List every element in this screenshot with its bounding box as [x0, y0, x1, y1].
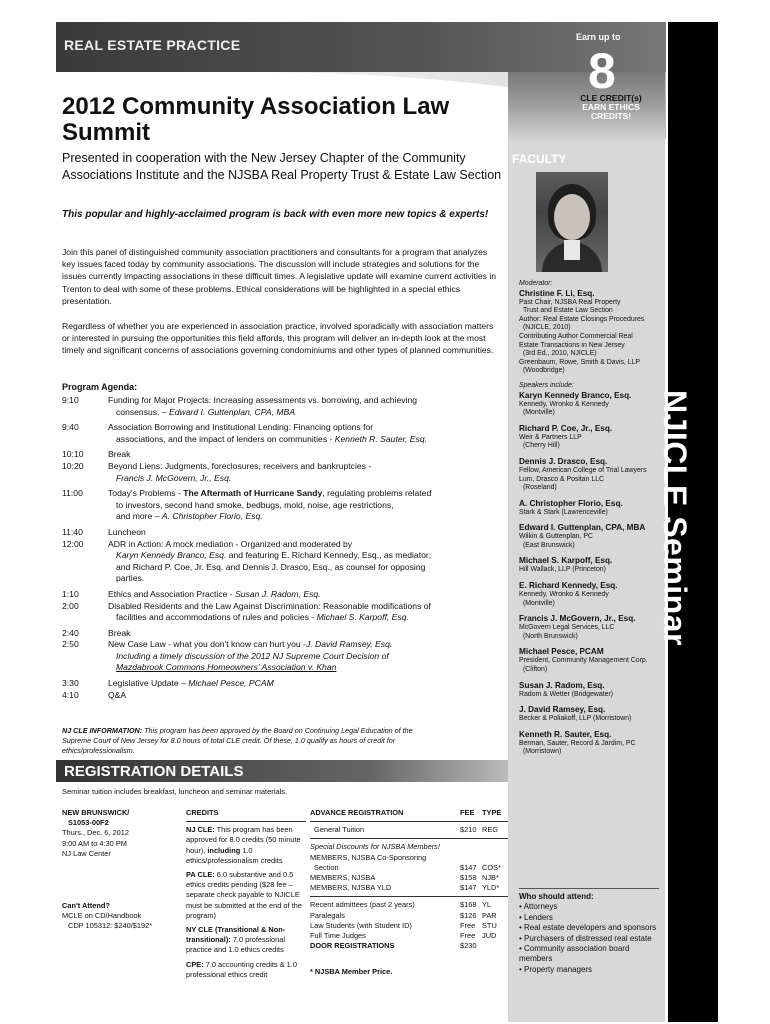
faculty-name: A. Christopher Florio, Esq. — [519, 498, 623, 508]
side-band-title: NJICLE Seminar — [657, 390, 693, 646]
faculty-name: Francis J. McGovern, Jr., Esq. — [519, 614, 636, 624]
faculty-name: Michael S. Karpoff, Esq. — [519, 556, 613, 566]
fees-column: ADVANCE REGISTRATION FEE TYPE General Tuition $210 REG Special Discounts for NJSBA Members! MEMBERS, NJSBA Co-Sponsoring Section $147 COS* MEMBERS, NJSBA $158 NJB* MEMBERS, NJSBA YLD $147 YLD* Recent admittees (past 2 years) $168 YL Paralegals $126 PAR Law Students (with Student ID) Free STU Full Time Judges Free JUD DOOR REGISTRATIONS $230 * NJSBA Member Price. — [310, 808, 508, 978]
brochure-page — [56, 22, 770, 1022]
agenda-item: 4:10 Q&A — [62, 689, 127, 700]
subtitle: Presented in cooperation with the New Jersey Chapter of the Community Associations Institute and the NJSBA Real Property Trust & Estate Law Section — [62, 151, 502, 182]
credit-badge — [556, 94, 666, 121]
door-registration-row: DOOR REGISTRATIONS $230 — [310, 941, 477, 951]
fee-row: Recent admittees (past 2 years) $168 YL — [310, 900, 492, 910]
fee-row: MEMBERS, NJSBA $158 NJB* — [310, 873, 499, 883]
who-should-attend: Who should attend: • Attorneys • Lenders • Real estate developers and sponsors • Purchasers of distressed real estate • Community association board members • Property managers — [519, 892, 664, 975]
agenda-item: 3:30 Legislative Update – Michael Pesce, PCAM — [62, 678, 274, 689]
credits-column: CREDITS NJ CLE: This program has been approved for 8.0 credits (50 minute hour), including 1.0 ethics/professionalism credits PA CLE: 6.0 substantive and 0.5 ethics credits pending ($28 fee – separate check payable to NJICLE must be submitted at the end of the program) NY CLE (Transitional & Non-transitional): 7.0 professional practice and 1.0 ethics credits CPE: 7.0 accounting credits & 1.0 professional ethics credit — [186, 808, 306, 980]
faculty-name: Christine F. Li, Esq. — [519, 288, 595, 298]
nj-cle-information: NJ CLE INFORMATION: This program has been approved by the Board on Continuing Legal Education of the Supreme Court of New Jersey for 8.0 hours of total CLE credit. Of these, 1.0 qualify as hours of credit for ethics/professionalism. — [62, 726, 413, 755]
fee-row: Law Students (with Student ID) Free STU — [310, 920, 497, 930]
faculty-name: Kenneth R. Sauter, Esq. — [519, 729, 612, 739]
credit-line-3: CREDITS! — [590, 111, 632, 121]
list-item: • Purchasers of distressed real estate — [519, 933, 652, 943]
faculty-name: J. David Ramsey, Esq. — [519, 705, 606, 715]
faculty-name: Karyn Kennedy Branco, Esq. — [519, 390, 632, 400]
faculty-name: Susan J. Radom, Esq. — [519, 680, 605, 690]
agenda-item: 2:50 New Case Law - what you don't know can hurt you -J. David Ramsey, Esq. Including a timely discussion of the 2012 NJ Supreme Court Decision of Mazdabrook Commons Homeowners' Association v. Khan — [62, 639, 393, 673]
location-column: NEW BRUNSWICK/ S1053-00F2 Thurs., Dec. 6, 2012 9:00 AM to 4:30 PM NJ Law Center Can't Attend? MCLE on CD/Handbook CDP 105312: $240/$192* — [62, 808, 180, 932]
member-price-footnote: * NJSBA Member Price. — [310, 967, 393, 977]
tuition-note: Seminar tuition includes breakfast, luncheon and seminar materials. — [62, 787, 288, 796]
agenda-item: 9:10 Funding for Major Projects: Increasing assessments vs. borrowing, and achieving consensus. – Edward I. Guttenplan, CPA, MBA — [62, 395, 418, 417]
credit-line-2: EARN ETHICS — [582, 102, 640, 112]
agenda-item: 2:00 Disabled Residents and the Law Against Discrimination: Reasonable modifications of facilities and accommodations of rules and policies - Michael S. Karpoff, Esq. — [62, 600, 431, 623]
list-item: • Real estate developers and sponsors — [519, 923, 657, 933]
agenda-item: 9:40 Association Borrowing and Institutional Lending: Financing options for associations, and the impact of lenders on communities - Kenneth R. Sauter, Esq. — [62, 422, 427, 444]
second-paragraph: Regardless of whether you are experienced in association practice, involved sporadically with association matters or interested in pursuing the opportunities this field affords, this program will deliver an in-depth look at the most timely and significant concerns of associations governing condominiums and other types of planned communities. — [62, 321, 494, 356]
page-title: 2012 Community Association Law Summit — [62, 93, 450, 146]
faculty-name: Edward I. Guttenplan, CPA, MBA — [519, 523, 646, 533]
section-label: REAL ESTATE PRACTICE — [64, 37, 241, 53]
agenda-item: 11:40 Luncheon — [62, 526, 146, 537]
faculty-name: Dennis J. Drasco, Esq. — [519, 456, 608, 466]
agenda-item: 10:20 Beyond Liens: Judgments, foreclosures, receivers and bankruptcies - Francis J. McGovern, Jr., Esq. — [62, 460, 372, 483]
faculty-heading: FACULTY — [512, 152, 567, 166]
list-item: • Community association board members — [519, 944, 630, 964]
list-item: • Attorneys — [519, 902, 558, 912]
faculty-list: Moderator: Christine F. Li, Esq. Past Chair, NJSBA Real Property Trust and Estate Law Section Author: Real Estate Closings Procedures (NJICLE, 2010) Contributing Author Commercial Real Estate Transactions in New Jersey (3rd Ed., 2010, NJICLE) Greenbaum, Rowe, Smith & Davis, LLP (Woodbridge) Speakers include: Karyn Kennedy Branco, Esq. Kennedy, Wronko & Kennedy (Montville) Richard P. Coe, Jr., Esq. Weir & Partners LLP (Cherry Hill) Dennis J. Drasco, Esq. Fellow, American College of Trial Lawyers Lum, Drasco & Positan LLC (Roseland) A. Christopher Florio, Esq. Stark & Stark (Lawrenceville) Edward I. Guttenplan, CPA, MBA Wilkin & Guttenplan, PC (East Brunswick) Michael S. Karpoff, Esq. Hill Wallack, LLP (Princeton) E. Richard Kennedy, Esq. Kennedy, Wronko & Kennedy (Montville) Francis J. McGovern, Jr., Esq. McGovern Legal Services, LLC (North Brunswick) Michael Pesce, PCAM President, Community Management Corp. (Clifton) Susan J. Radom, Esq. Radom & Wetter (Bridgewater) J. David Ramsey, Esq. Becker & Poliakoff, LLP (Morristown) Kenneth R. Sauter, Esq. Berman, Sauter, Record & Jardim, PC (Morristown) — [519, 280, 664, 757]
tagline: This popular and highly-acclaimed program is back with even more new topics & experts! — [62, 209, 489, 220]
registration-heading: REGISTRATION DETAILS — [64, 763, 244, 780]
list-item: • Property managers — [519, 964, 593, 974]
earn-up-to: Earn up to — [576, 32, 621, 42]
agenda-item: 2:40 Break — [62, 627, 131, 638]
fee-row: MEMBERS, NJSBA YLD $147 YLD* — [310, 883, 500, 893]
faculty-name: E. Richard Kennedy, Esq. — [519, 581, 618, 591]
fee-row: General Tuition $210 REG — [314, 825, 499, 835]
fee-row: Full Time Judges Free JUD — [310, 931, 497, 941]
faculty-name: Richard P. Coe, Jr., Esq. — [519, 423, 613, 433]
faculty-name: Michael Pesce, PCAM — [519, 647, 604, 657]
moderator-photo — [536, 172, 608, 272]
cant-attend-heading: Can't Attend? — [62, 901, 110, 911]
divider — [519, 888, 659, 889]
agenda-item: 11:00 Today's Problems - The Aftermath of Hurricane Sandy, regulating problems related to investors, second hand smoke, bedbugs, mold, noise, age restrictions, and more – A. Christopher Florio, Esq. — [62, 488, 432, 522]
fee-row: MEMBERS, NJSBA Co-Sponsoring — [310, 852, 427, 862]
credit-line-1: CLE CREDIT(s) — [580, 93, 642, 103]
agenda-item: 10:10 Break — [62, 449, 131, 460]
list-item: • Lenders — [519, 912, 553, 922]
agenda-item: 1:10 Ethics and Association Practice - Susan J. Radom, Esq. — [62, 588, 321, 599]
fee-row: Paralegals $126 PAR — [310, 910, 497, 920]
agenda-heading: Program Agenda: — [62, 382, 138, 392]
program-agenda — [62, 395, 502, 701]
agenda-item: 12:00 ADR in Action: A mock mediation - Organized and moderated by Karyn Kennedy Branco, Esq. and featuring E. Richard Kennedy, Esq., as mediator; and Richard P. Coe, Jr. Esq. and Dennis J. Drasco, Esq., as counsel for opposing parties. — [62, 538, 432, 584]
intro-paragraph: Join this panel of distinguished community association practitioners and consultants for a program that analyzes key issues faced today by community associations. The discussion will include strategies and solutions for the issues currently impacting associations in these difficult times. A legislative update will examine current activities in Trenton to deal with some of these problems. Ethical considerations will be highlighted in a special ethics presentation. — [62, 247, 497, 306]
credit-number: 8 — [588, 43, 616, 99]
fee-row: Section $147 COS* — [314, 862, 501, 872]
